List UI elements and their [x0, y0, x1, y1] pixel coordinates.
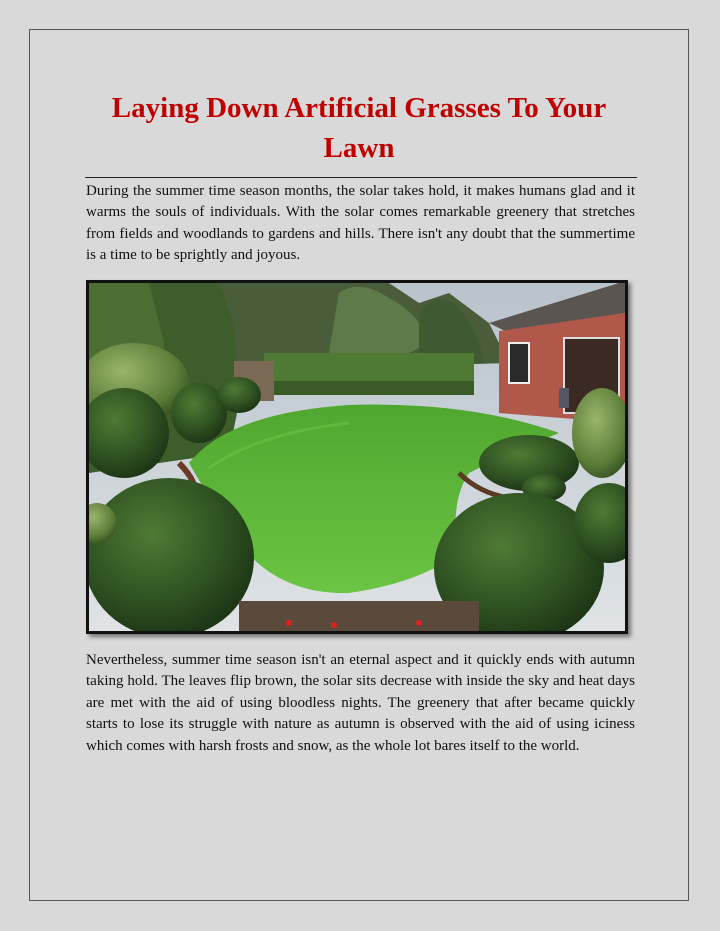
- intro-paragraph: During the summer time season months, the solar takes hold, it makes humans glad and it warms the souls of individuals. With the solar comes remarkable greenery that stretches from fields and woodlands to gardens and hills. There isn't any doubt that the summertime is a time to be sprightly and joyous.: [86, 183, 635, 264]
- title-divider: [85, 177, 637, 178]
- document-title: Laying Down Artificial Grasses To Your Lawn: [111, 92, 607, 164]
- garden-lawn-photo: [86, 280, 628, 634]
- body-paragraph: Nevertheless, summer time season isn't an eternal aspect and it quickly ends with autumn taking hold. The leaves flip brown, the solar sits decrease with inside the sky and heat days are met with the aid of using bloodless nights. The greenery that after became quickly starts to lose its struggle with nature as autumn is observed with the aid of using iciness which comes with harsh frosts and snow, as the whole lot bares itself to the world.: [86, 652, 635, 754]
- document-page: [29, 29, 689, 901]
